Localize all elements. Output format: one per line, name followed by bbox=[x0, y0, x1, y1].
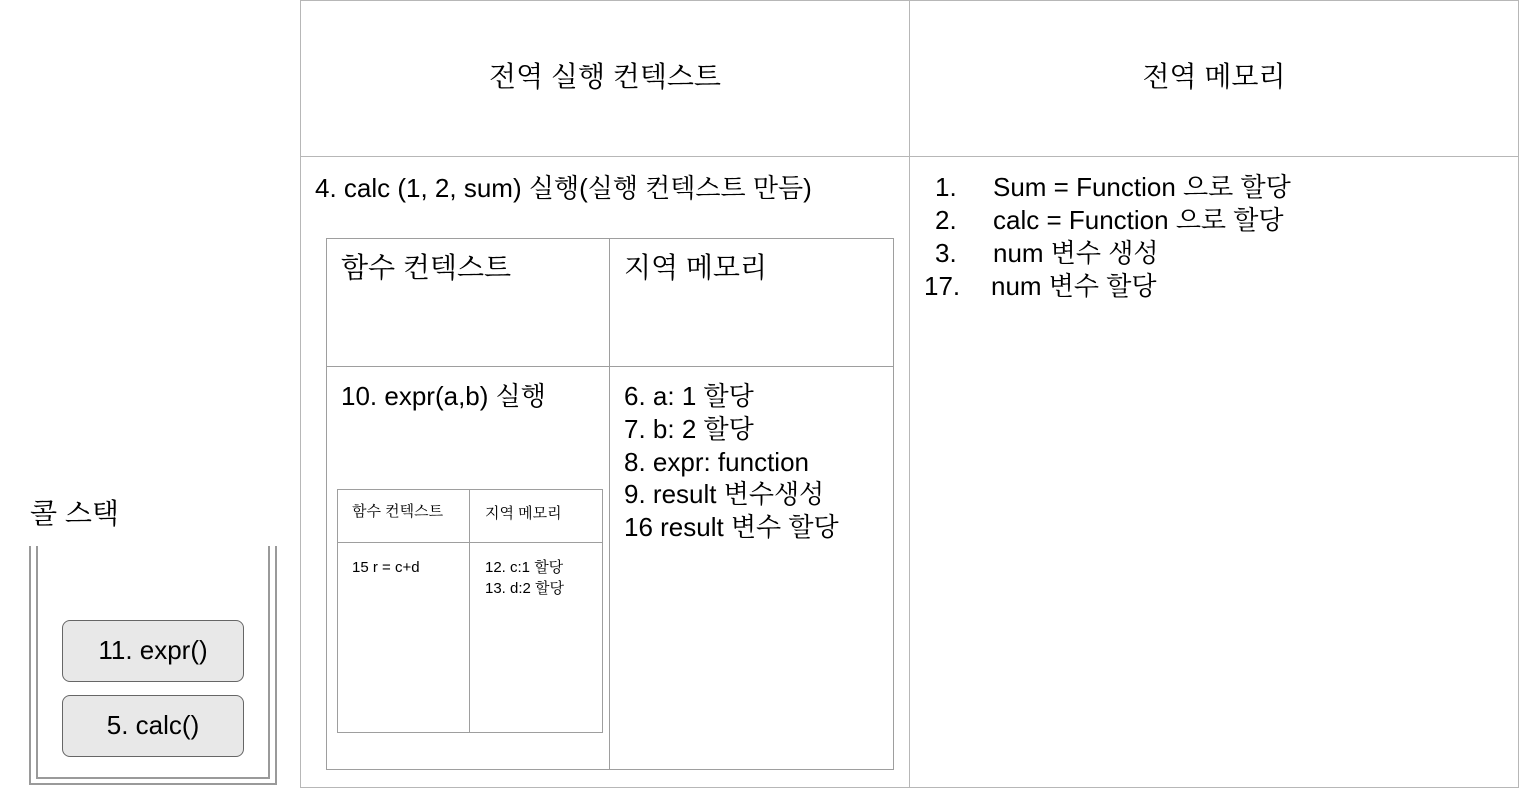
expr-local-memory-title: 지역 메모리 bbox=[485, 505, 562, 522]
list-item: 16 result 변수 할당 bbox=[624, 512, 839, 542]
call-stack-frame-calc: 5. calc() bbox=[62, 695, 244, 757]
list-item: 8. expr: function bbox=[624, 447, 809, 477]
list-number: 1. bbox=[935, 172, 957, 202]
list-item: 9. result 변수생성 bbox=[624, 479, 825, 509]
expr-header-divider bbox=[338, 542, 602, 543]
list-number: 17. bbox=[924, 271, 961, 301]
call-stack-title: 콜 스택 bbox=[30, 498, 119, 529]
list-number: 3. bbox=[935, 238, 957, 268]
expr-function-context-title: 함수 컨텍스트 bbox=[352, 503, 444, 520]
expr-context-table bbox=[337, 489, 603, 733]
calc-header-divider bbox=[327, 366, 893, 367]
list-item: 13. d:2 할당 bbox=[485, 580, 565, 597]
global-context-title: 전역 실행 컨텍스트 bbox=[489, 61, 721, 92]
global-context-body: 4. calc (1, 2, sum) 실행(실행 컨텍스트 만듬) bbox=[315, 173, 812, 203]
global-memory-title: 전역 메모리 bbox=[1142, 61, 1286, 92]
list-item: 6. a: 1 할당 bbox=[624, 381, 754, 411]
calc-function-body: 10. expr(a,b) 실행 bbox=[341, 381, 546, 411]
calc-function-context-title: 함수 컨텍스트 bbox=[341, 252, 512, 283]
list-text: calc = Function 으로 할당 bbox=[993, 205, 1284, 235]
global-column-divider bbox=[909, 1, 910, 787]
expr-function-body: 15 r = c+d bbox=[352, 559, 420, 576]
expr-column-divider bbox=[469, 490, 470, 732]
call-stack-frame-expr: 11. expr() bbox=[62, 620, 244, 682]
list-item: 12. c:1 할당 bbox=[485, 559, 564, 576]
calc-local-memory-title: 지역 메모리 bbox=[624, 252, 768, 283]
list-text: num 변수 할당 bbox=[991, 271, 1157, 301]
calc-column-divider bbox=[609, 239, 610, 769]
list-number: 2. bbox=[935, 205, 957, 235]
list-item: 7. b: 2 할당 bbox=[624, 414, 754, 444]
list-text: Sum = Function 으로 할당 bbox=[993, 172, 1291, 202]
list-text: num 변수 생성 bbox=[993, 238, 1159, 268]
